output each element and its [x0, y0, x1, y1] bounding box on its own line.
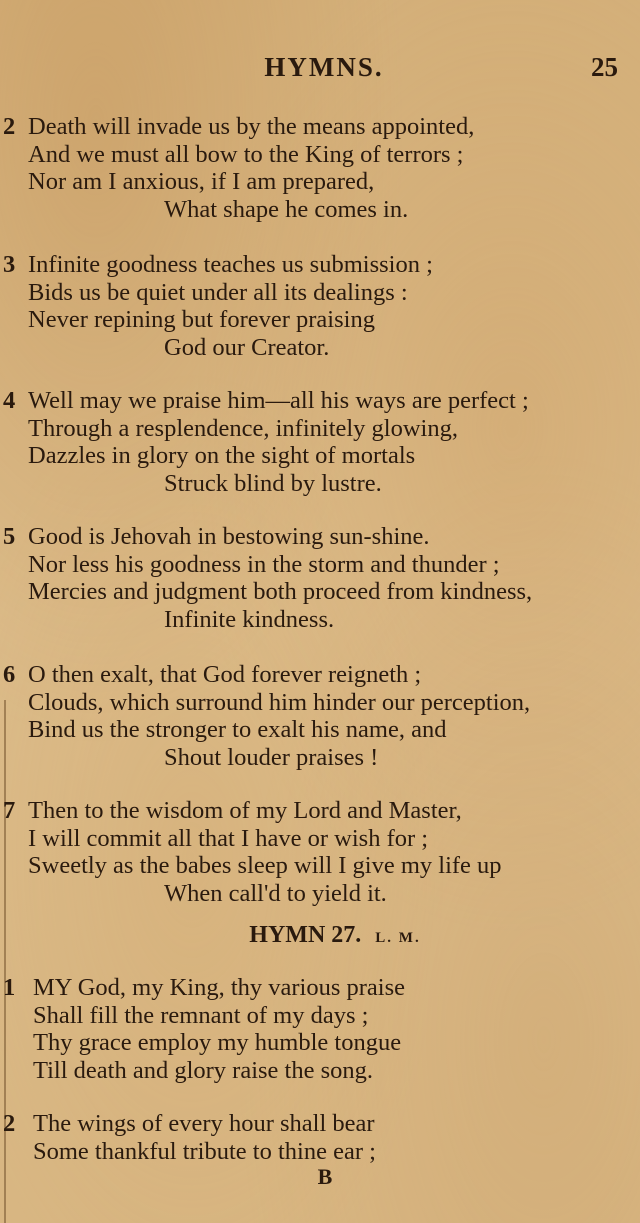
refrain-text: When call'd to yield it. [164, 879, 387, 907]
signature-mark: B [317, 1164, 333, 1189]
line-text: Bids us be quiet under all its dealings : [28, 278, 408, 306]
stanza-number: 3 [3, 251, 16, 278]
hymn27-stanza-1 [0, 974, 640, 1084]
refrain-text: Shout louder praises ! [164, 743, 379, 771]
stanza-line [0, 852, 640, 880]
stanza-line [0, 1029, 640, 1057]
stanza-7 [0, 797, 640, 907]
stanza-line [0, 689, 640, 717]
stanza-line [0, 1057, 640, 1085]
stanza-2 [0, 113, 640, 223]
stanza-line [0, 1110, 640, 1138]
line-text: Dazzles in glory on the sight of mortals [28, 442, 416, 469]
stanza-refrain [0, 470, 640, 498]
line-text: Through a resplendence, infinitely glowing, [28, 414, 458, 442]
line-text: Till death and glory raise the song. [33, 1056, 374, 1084]
stanza-line [0, 551, 640, 579]
line-text: Thy grace employ my humble tongue [33, 1029, 402, 1056]
line-text: And we must all bow to the King of terrors ; [28, 140, 464, 168]
stanza-line [0, 251, 640, 279]
line-text: Shall fill the remnant of my days ; [33, 1001, 369, 1029]
stanza-line [0, 306, 640, 334]
stanza-number: 4 [3, 387, 16, 414]
line-text: Nor less his goodness in the storm and thunder ; [28, 550, 500, 578]
stanza-line [0, 279, 640, 307]
line-text: Well may we praise him—all his ways are perfect ; [28, 387, 529, 414]
stanza-line [0, 1138, 640, 1166]
line-text: I will commit all that I have or wish for ; [28, 824, 429, 852]
page-number: 25 [591, 52, 618, 82]
stanza-number: 5 [3, 523, 16, 550]
stanza-refrain [0, 744, 640, 772]
line-text: Nor am I anxious, if I am prepared, [28, 168, 375, 195]
line-text: The wings of every hour shall bear [33, 1110, 375, 1137]
refrain-text: God our Creator. [164, 333, 330, 361]
stanza-line [0, 661, 640, 689]
line-text: Mercies and judgment both proceed from kindness, [28, 578, 533, 605]
stanza-line [0, 825, 640, 853]
hymn27-stanza-2 [0, 1110, 640, 1165]
stanza-refrain [0, 880, 640, 908]
stanza-6 [0, 661, 640, 771]
refrain-text: What shape he comes in. [164, 195, 409, 223]
stanza-line [0, 415, 640, 443]
stanza-line [0, 797, 640, 825]
stanza-3 [0, 251, 640, 361]
line-text: Some thankful tribute to thine ear ; [33, 1137, 376, 1165]
stanza-line [0, 578, 640, 606]
running-head [0, 52, 640, 92]
stanza-refrain [0, 334, 640, 362]
stanza-line [0, 974, 640, 1002]
stanza-line [0, 442, 640, 470]
stanza-line [0, 387, 640, 415]
stanza-line [0, 141, 640, 169]
stanza-line [0, 113, 640, 141]
refrain-text: Infinite kindness. [164, 605, 335, 633]
stanza-line [0, 523, 640, 551]
stanza-line [0, 168, 640, 196]
line-text: Death will invade us by the means appointed, [28, 113, 475, 140]
hymn-meter: L. M. [375, 930, 421, 946]
line-text: Good is Jehovah in bestowing sun-shine. [28, 523, 430, 550]
refrain-text: Struck blind by lustre. [164, 469, 382, 497]
stanza-number: 6 [3, 661, 16, 688]
line-text: Sweetly as the babes sleep will I give my life up [28, 852, 502, 879]
hymn-title: HYMN 27. [249, 922, 362, 948]
stanza-number: 2 [3, 113, 16, 140]
stanza-number: 2 [3, 1110, 16, 1137]
line-text: Clouds, which surround him hinder our perception, [28, 688, 531, 716]
line-text: Never repining but forever praising [28, 306, 375, 333]
line-text: O then exalt, that God forever reigneth ; [28, 661, 422, 688]
hymn-heading [0, 922, 640, 949]
line-text: Infinite goodness teaches us submission ; [28, 251, 433, 278]
stanza-line [0, 716, 640, 744]
line-text: Bind us the stronger to exalt his name, and [28, 716, 447, 743]
stanza-line [0, 1002, 640, 1030]
stanza-refrain [0, 196, 640, 224]
stanza-refrain [0, 606, 640, 634]
line-text: Then to the wisdom of my Lord and Master, [28, 797, 462, 824]
stanza-5 [0, 523, 640, 633]
line-text: MY God, my King, thy various praise [33, 974, 405, 1001]
stanza-number: 7 [3, 797, 16, 824]
running-title: HYMNS. [264, 52, 384, 82]
stanza-4 [0, 387, 640, 497]
stanza-number: 1 [3, 974, 16, 1001]
